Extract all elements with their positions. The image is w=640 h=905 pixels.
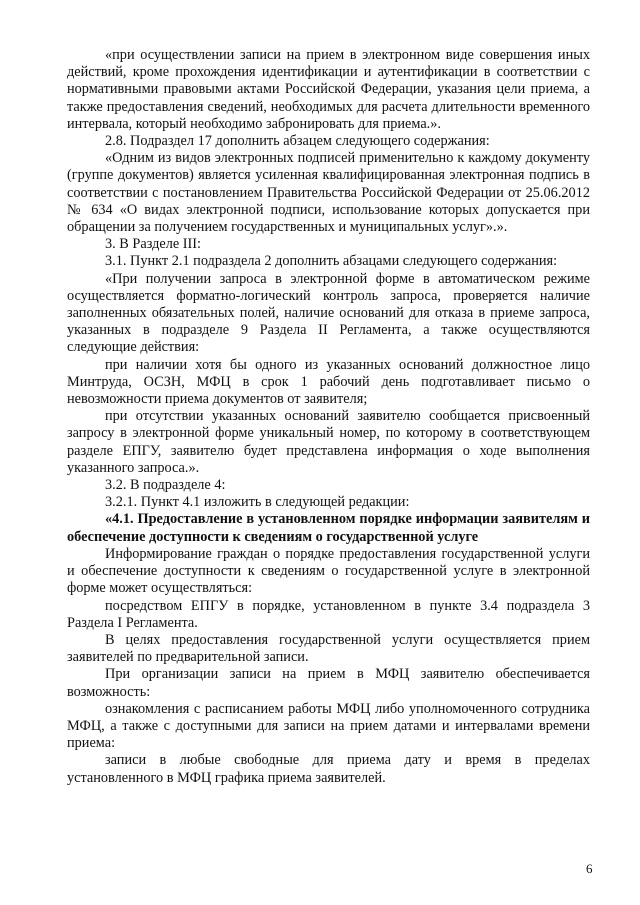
paragraph-10: 3.2.1. Пункт 4.1 изложить в следующей редакции: <box>105 494 410 511</box>
paragraph-8: при отсутствии указанных оснований заявителю сообщается присвоенный запросу в электронной форме уникальный номер, по которому в соответствующем разделе ЕПГУ, заявителю будет представлена информация о ходе выполнения указанного запроса.». <box>67 408 590 476</box>
paragraph-12: Информирование граждан о порядке предоставления государственной услуги и обеспечение доступности к сведениям о государственной услуге в электронной форме может осуществляться: <box>67 545 590 597</box>
body-text <box>67 47 590 787</box>
paragraph-16: ознакомления с расписанием работы МФЦ либо уполномоченного сотрудника МФЦ, а также с доступными для записи на прием датами и интервалами времени приема: <box>67 700 590 752</box>
paragraph-13: посредством ЕПГУ в порядке, установленном в пункте 3.4 подраздела 3 Раздела I Регламента. <box>67 597 590 631</box>
paragraph-1: «при осуществлении записи на прием в электронном виде совершения иных действий, кроме прохождения идентификации и аутентификации в соответствии с нормативными правовыми актами Российской Федерации, указания цели приема, а также предоставления сведений, необходимых для расчета длительности временного интервала, который необходимо забронировать для приема.». <box>67 47 590 132</box>
paragraph-3: «Одним из видов электронных подписей применительно к каждому документу (группе документов) является усиленная квалифицированная электронная подпись в соответствии с постановлением Правительства Российской Федерации от 25.06.2012 № 634 «О видах электронной подписи, использование которых допускается при обращении за получением государственных и муниципальных услуг».». <box>67 150 590 236</box>
paragraph-15: При организации записи на прием в МФЦ заявителю обеспечивается возможность: <box>67 666 590 700</box>
section-heading: «4.1. Предоставление в установленном порядке информации заявителям и обеспечение доступности к сведениям о государственной услуге <box>67 511 590 545</box>
paragraph-7: при наличии хотя бы одного из указанных оснований должностное лицо Минтруда, ОСЗН, МФЦ в срок 1 рабочий день подготавливает письмо о невозможности приема документов от заявителя; <box>67 356 590 408</box>
paragraph-9: 3.2. В подразделе 4: <box>105 477 226 494</box>
paragraph-2: 2.8. Подраздел 17 дополнить абзацем следующего содержания: <box>105 133 490 150</box>
paragraph-4: 3. В Разделе III: <box>105 236 202 253</box>
paragraph-17: записи в любые свободные для приема дату и время в пределах установленного в МФЦ графика приема заявителей. <box>67 752 590 786</box>
paragraph-14: В целях предоставления государственной услуги осуществляется прием заявителей по предварительной записи. <box>67 631 590 666</box>
paragraph-5: 3.1. Пункт 2.1 подраздела 2 дополнить абзацами следующего содержания: <box>105 253 558 270</box>
paragraph-6: «При получении запроса в электронной форме в автоматическом режиме осуществляется форматно-логический контроль запроса, проверяется наличие заполненных обязательных полей, наличие оснований для отказа в приеме запроса, указанных в подразделе 9 Раздела II Регламента, а также осуществляются следующие действия: <box>67 270 590 356</box>
page-number: 6 <box>586 861 593 876</box>
